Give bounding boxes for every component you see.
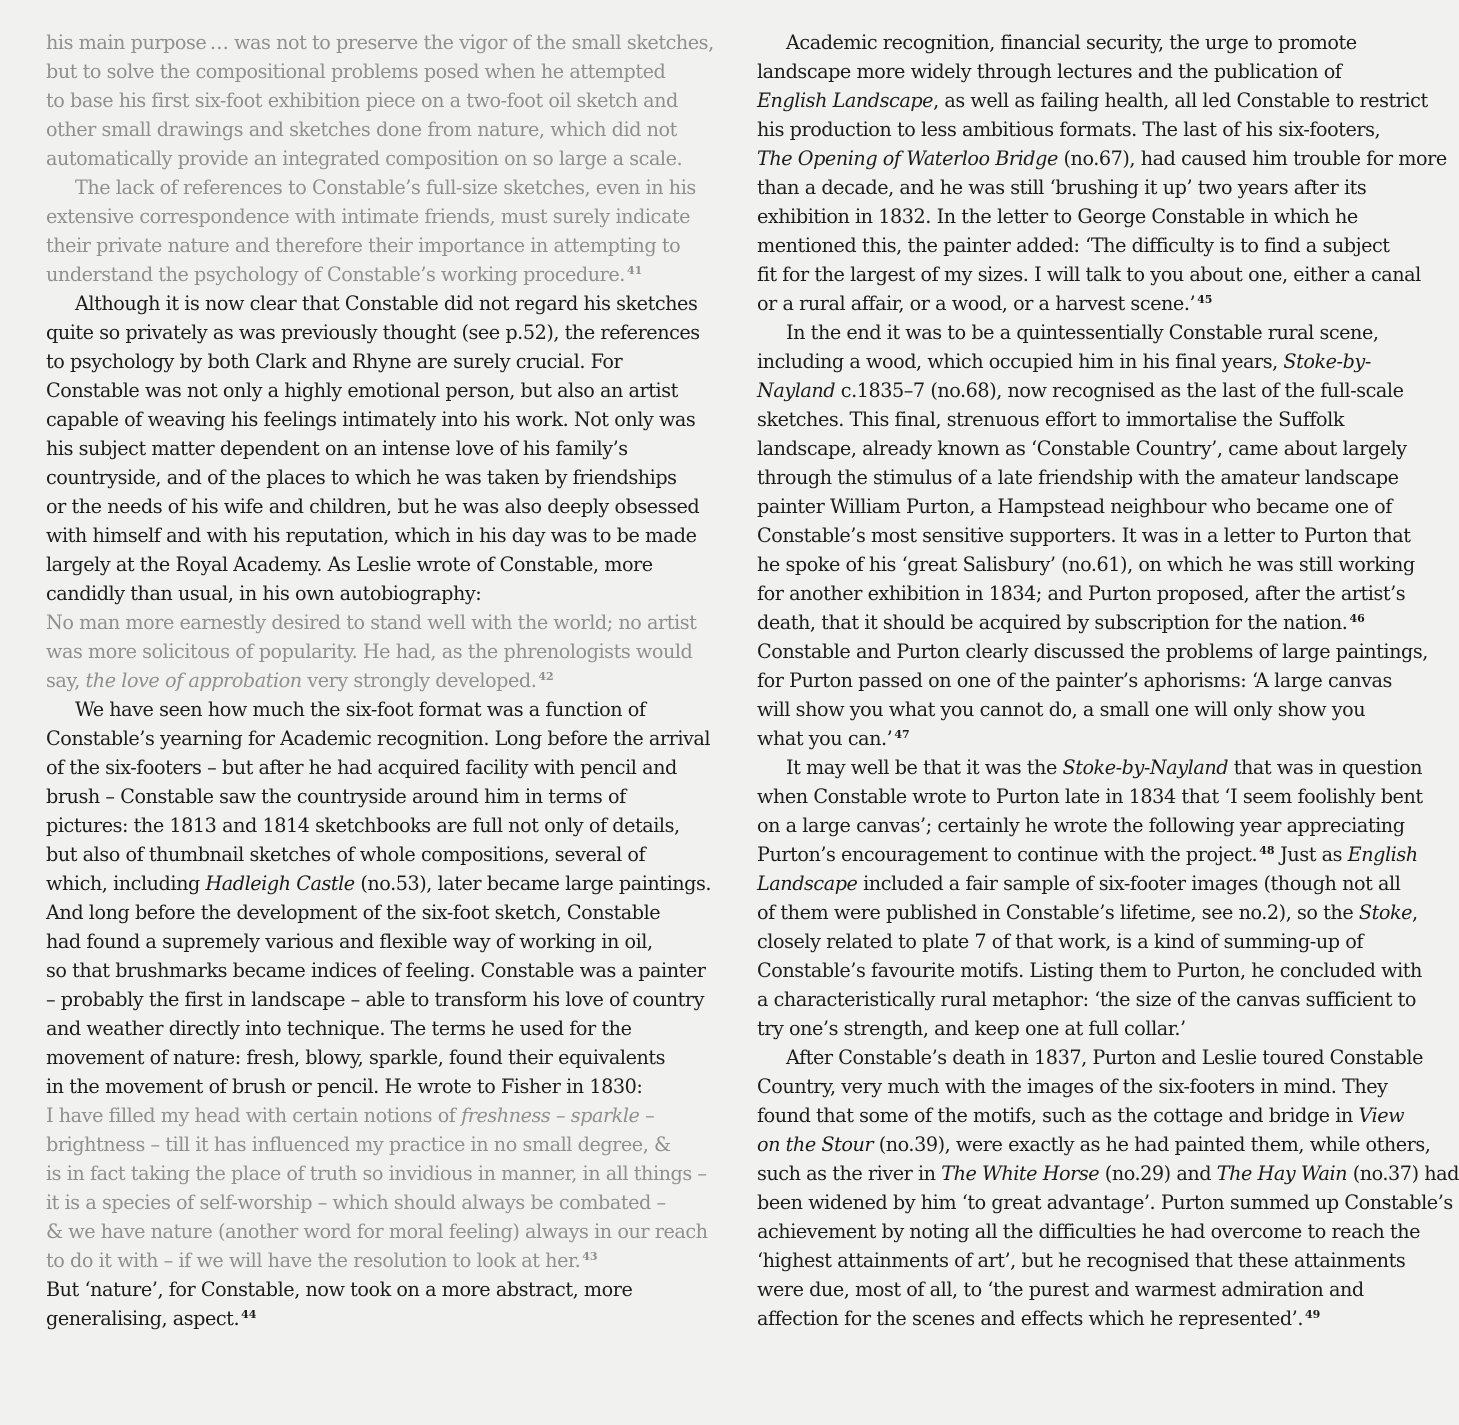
text-line	[757, 28, 1444, 57]
footnote-ref: 49	[1304, 1308, 1321, 1321]
text-segment: Just as	[1274, 843, 1348, 866]
text-segment: through the stimulus of a late friendship with the amateur landscape	[757, 466, 1399, 489]
text-line	[757, 521, 1444, 550]
text-line	[757, 231, 1444, 260]
text-segment: what you can.’	[757, 727, 893, 750]
quoted-text-line	[46, 115, 726, 144]
text-line	[46, 782, 726, 811]
text-segment: mentioned this, the painter added: ‘The difficulty is to find a subject	[757, 234, 1390, 257]
text-line	[757, 1130, 1444, 1159]
quoted-text-line	[46, 1188, 726, 1217]
text-segment: closely related to plate 7 of that work, is a kind of summing-up of	[757, 930, 1363, 953]
text-line	[46, 318, 726, 347]
text-segment: generalising, aspect.	[46, 1307, 240, 1330]
text-segment: his main purpose … was not to preserve the vigor of the small sketches,	[46, 31, 714, 54]
text-line	[46, 840, 726, 869]
text-line	[757, 724, 1444, 753]
text-segment: were due, most of all, to ‘the purest and warmest admiration and	[757, 1278, 1364, 1301]
text-segment: –	[639, 1104, 655, 1127]
text-segment: brightness – till it has influenced my practice in no small degree, &	[46, 1133, 671, 1156]
text-line	[757, 1246, 1444, 1275]
text-segment: It may well be that it was the	[786, 756, 1063, 779]
text-line	[46, 492, 726, 521]
quoted-text-line	[46, 1130, 726, 1159]
text-line	[46, 695, 726, 724]
quoted-text-line	[46, 608, 726, 637]
text-segment: is in fact taking the place of truth so invidious in manner, in all things –	[46, 1162, 707, 1185]
italic-title: Stoke-by-	[1283, 350, 1371, 373]
italic-title: Stoke	[1358, 901, 1413, 924]
text-segment: But ‘nature’, for Constable, now took on a more abstract, more	[46, 1278, 633, 1301]
text-segment: Constable’s yearning for Academic recognition. Long before the arrival	[46, 727, 711, 750]
text-segment: Constable and Purton clearly discussed the problems of large paintings,	[757, 640, 1428, 663]
text-segment: which, including	[46, 872, 206, 895]
text-line	[757, 956, 1444, 985]
text-segment: quite so privately as was previously thought (see p.52), the references	[46, 321, 700, 344]
text-segment: exhibition in 1832. In the letter to George Constable in which he	[757, 205, 1358, 228]
text-segment: his subject matter dependent on an intense love of his family’s	[46, 437, 628, 460]
right-text-column	[757, 28, 1459, 1333]
text-line	[757, 260, 1444, 289]
text-segment: been widened by him ‘to great advantage’. Purton summed up Constable’s	[757, 1191, 1453, 1214]
footnote-ref: 41	[626, 264, 643, 277]
text-segment: when Constable wrote to Purton late in 1834 that ‘I seem foolishly bent	[757, 785, 1423, 808]
text-segment: ,	[1412, 901, 1418, 924]
text-line	[757, 173, 1444, 202]
quoted-text-line	[46, 1159, 726, 1188]
text-line	[46, 376, 726, 405]
text-line	[46, 579, 726, 608]
italic-title: English Landscape	[757, 89, 934, 112]
text-line	[757, 86, 1444, 115]
text-line	[757, 666, 1444, 695]
text-segment: of the six-footers – but after he had acquired facility with pencil and	[46, 756, 677, 779]
text-segment: but to solve the compositional problems posed when he attempted	[46, 60, 666, 83]
text-segment: but also of thumbnail sketches of whole compositions, several of	[46, 843, 646, 866]
text-line	[757, 782, 1444, 811]
text-line	[46, 1072, 726, 1101]
text-segment: his production to less ambitious formats. The last of his six-footers,	[757, 118, 1381, 141]
text-segment: affection for the scenes and effects which he represented’.	[757, 1307, 1303, 1330]
italic-title: the love of approbation	[85, 669, 302, 692]
italic-title: Hadleigh Castle	[205, 872, 355, 895]
footnote-ref: 45	[1197, 293, 1213, 306]
text-line	[757, 695, 1444, 724]
quoted-text-line	[46, 57, 726, 86]
text-segment: I have filled my head with certain notions of	[46, 1104, 462, 1127]
text-segment: for Purton passed on one of the painter’s aphorisms: ‘A large canvas	[757, 669, 1392, 692]
quoted-text-line	[46, 1246, 726, 1275]
quoted-text-line	[46, 231, 726, 260]
text-segment: (no.37) had	[1347, 1162, 1459, 1185]
text-segment: their private nature and therefore their importance in attempting to	[46, 234, 681, 257]
text-segment: included a fair sample of six-footer images (though not all	[857, 872, 1401, 895]
italic-title: The Opening of Waterloo Bridge	[757, 147, 1058, 170]
text-segment: And long before the development of the six-foot sketch, Constable	[46, 901, 661, 924]
text-segment: a characteristically rural metaphor: ‘the size of the canvas sufficient to	[757, 988, 1417, 1011]
quoted-text-line	[46, 260, 726, 289]
quoted-text-line	[46, 1101, 726, 1130]
text-segment: movement of nature: fresh, blowy, sparkle, found their equivalents	[46, 1046, 666, 1069]
text-segment: We have seen how much the six-foot format was a function of	[75, 698, 646, 721]
text-segment: (no.39), were exactly as he had painted them, while others,	[873, 1133, 1431, 1156]
quoted-text-line	[46, 173, 726, 202]
footnote-ref: 43	[582, 1250, 598, 1263]
italic-title: freshness – sparkle	[461, 1104, 640, 1127]
text-segment: Constable was not only a highly emotional person, but also an artist	[46, 379, 678, 402]
text-segment: No man more earnestly desired to stand well with the world; no artist	[46, 611, 697, 634]
text-line	[757, 840, 1444, 869]
text-line	[757, 492, 1444, 521]
text-segment: largely at the Royal Academy. As Leslie wrote of Constable, more	[46, 553, 653, 576]
text-segment: achievement by noting all the difficulties he had overcome to reach the	[757, 1220, 1421, 1243]
text-line	[757, 57, 1444, 86]
text-segment: Country, very much with the images of the six-footers in mind. They	[757, 1075, 1388, 1098]
quoted-text-line	[46, 1217, 726, 1246]
text-segment: Although it is now clear that Constable did not regard his sketches	[75, 292, 698, 315]
text-line	[46, 869, 726, 898]
text-segment: After Constable’s death in 1837, Purton and Leslie toured Constable	[786, 1046, 1423, 1069]
text-segment: will show you what you cannot do, a small one will only show you	[757, 698, 1366, 721]
text-line	[757, 1072, 1444, 1101]
text-line	[46, 898, 726, 927]
text-line	[46, 1014, 726, 1043]
text-line	[757, 927, 1444, 956]
text-line	[757, 1101, 1444, 1130]
quoted-text-line	[46, 202, 726, 231]
text-segment: other small drawings and sketches done from nature, which did not	[46, 118, 677, 141]
text-segment: very strongly developed.	[301, 669, 537, 692]
text-segment: he spoke of his ‘great Salisbury’ (no.61), on which he was still working	[757, 553, 1415, 576]
text-line	[757, 202, 1444, 231]
left-text-column	[46, 28, 726, 1333]
text-segment: ‘highest attainments of art’, but he recognised that these attainments	[757, 1249, 1406, 1272]
text-segment: in the movement of brush or pencil. He wrote to Fisher in 1830:	[46, 1075, 643, 1098]
footnote-ref: 47	[894, 728, 910, 741]
italic-title: Landscape	[757, 872, 858, 895]
text-segment: c.1835–7 (no.68), now recognised as the last of the full-scale	[835, 379, 1404, 402]
text-line	[757, 376, 1444, 405]
text-segment: Constable’s most sensitive supporters. It was in a letter to Purton that	[757, 524, 1411, 547]
text-line	[46, 463, 726, 492]
text-segment: fit for the largest of my sizes. I will talk to you about one, either a canal	[757, 263, 1421, 286]
text-segment: Academic recognition, financial security, the urge to promote	[786, 31, 1357, 54]
text-segment: countryside, and of the places to which he was taken by friendships	[46, 466, 677, 489]
text-line	[757, 637, 1444, 666]
text-line	[757, 869, 1444, 898]
italic-title: on the Stour	[757, 1133, 874, 1156]
text-line	[46, 927, 726, 956]
text-segment: (no.67), had caused him trouble for more	[1057, 147, 1447, 170]
quoted-text-line	[46, 637, 726, 666]
text-line	[46, 1304, 726, 1333]
text-segment: to do it with – if we will have the resolution to look at her.	[46, 1249, 581, 1272]
text-line	[46, 956, 726, 985]
text-line	[46, 724, 726, 753]
text-line	[46, 1043, 726, 1072]
text-segment: was more solicitous of popularity. He had, as the phrenologists would	[46, 640, 693, 663]
italic-title: The Hay Wain	[1216, 1162, 1348, 1185]
quoted-text-line	[46, 28, 726, 57]
footnote-ref: 42	[538, 670, 554, 683]
text-line	[757, 434, 1444, 463]
text-line	[46, 753, 726, 782]
text-segment: to base his first six-foot exhibition piece on a two-foot oil sketch and	[46, 89, 678, 112]
text-segment: including a wood, which occupied him in his final years,	[757, 350, 1284, 373]
text-line	[757, 1014, 1444, 1043]
text-line	[757, 1188, 1453, 1217]
text-line	[757, 811, 1444, 840]
italic-title: Stoke-by-Nayland	[1062, 756, 1229, 779]
footnote-ref: 48	[1259, 844, 1275, 857]
text-segment: The lack of references to Constable’s full-size sketches, even in his	[75, 176, 696, 199]
text-line	[757, 405, 1444, 434]
text-line	[46, 521, 726, 550]
text-segment: candidly than usual, in his own autobiography:	[46, 582, 482, 605]
text-line	[757, 1043, 1444, 1072]
text-segment: (no.29) and	[1099, 1162, 1217, 1185]
text-segment: , as well as failing health, all led Constable to restrict	[933, 89, 1428, 112]
italic-title: View	[1358, 1104, 1405, 1127]
text-segment: & we have nature (another word for moral feeling) always in our reach	[46, 1220, 708, 1243]
text-segment: and weather directly into technique. The terms he used for the	[46, 1017, 632, 1040]
text-segment: painter William Purton, a Hampstead neighbour who became one of	[757, 495, 1392, 518]
text-line	[46, 347, 726, 376]
text-line	[46, 550, 726, 579]
text-line	[757, 115, 1444, 144]
text-segment: or the needs of his wife and children, but he was also deeply obsessed	[46, 495, 700, 518]
text-line	[757, 1159, 1459, 1188]
text-line	[757, 1304, 1444, 1333]
text-segment: on a large canvas’; certainly he wrote the following year appreciating	[757, 814, 1405, 837]
text-line	[757, 347, 1444, 376]
text-segment: landscape, already known as ‘Constable Country’, came about largely	[757, 437, 1407, 460]
text-segment: sketches. This final, strenuous effort to immortalise the Suffolk	[757, 408, 1345, 431]
text-segment: had found a supremely various and flexible way of working in oil,	[46, 930, 653, 953]
footnote-ref: 44	[241, 1308, 257, 1321]
text-segment: automatically provide an integrated composition on so large a scale.	[46, 147, 683, 170]
italic-title: Nayland	[757, 379, 836, 402]
text-line	[46, 434, 726, 463]
text-line	[757, 144, 1447, 173]
text-segment: – probably the first in landscape – able to transform his love of country	[46, 988, 705, 1011]
text-segment: extensive correspondence with intimate friends, must surely indicate	[46, 205, 691, 228]
quoted-text-line	[46, 666, 726, 695]
text-segment: found that some of the motifs, such as the cottage and bridge in	[757, 1104, 1359, 1127]
text-line	[46, 289, 726, 318]
quoted-text-line	[46, 144, 726, 173]
quoted-text-line	[46, 86, 726, 115]
text-line	[757, 579, 1444, 608]
text-segment: than a decade, and he was still ‘brushing it up’ two years after its	[757, 176, 1367, 199]
text-segment: for another exhibition in 1834; and Purton proposed, after the artist’s	[757, 582, 1406, 605]
text-segment: pictures: the 1813 and 1814 sketchbooks are full not only of details,	[46, 814, 680, 837]
text-segment: Constable’s favourite motifs. Listing them to Purton, he concluded with	[757, 959, 1422, 982]
text-segment: such as the river in	[757, 1162, 942, 1185]
text-segment: death, that it should be acquired by subscription for the nation.	[757, 611, 1348, 634]
text-line	[757, 463, 1444, 492]
text-segment: (no.53), later became large paintings.	[354, 872, 712, 895]
text-line	[757, 289, 1444, 318]
text-segment: brush – Constable saw the countryside around him in terms of	[46, 785, 626, 808]
text-segment: In the end it was to be a quintessentially Constable rural scene,	[786, 321, 1379, 344]
text-segment: landscape more widely through lectures and the publication of	[757, 60, 1342, 83]
text-segment: of them were published in Constable’s lifetime, see no.2), so the	[757, 901, 1359, 924]
text-line	[757, 1217, 1444, 1246]
text-segment: that was in question	[1228, 756, 1423, 779]
italic-title: English	[1347, 843, 1418, 866]
italic-title: The White Horse	[941, 1162, 1100, 1185]
text-line	[757, 550, 1444, 579]
text-line	[46, 811, 726, 840]
text-segment: Purton’s encouragement to continue with the project.	[757, 843, 1258, 866]
text-segment: with himself and with his reputation, which in his day was to be made	[46, 524, 697, 547]
text-line	[757, 1275, 1444, 1304]
text-line	[757, 753, 1444, 782]
text-line	[757, 985, 1444, 1014]
text-segment: or a rural affair, or a wood, or a harvest scene.’	[757, 292, 1196, 315]
text-segment: to psychology by both Clark and Rhyne are surely crucial. For	[46, 350, 623, 373]
text-line	[46, 1275, 726, 1304]
text-segment: try one’s strength, and keep one at full collar.’	[757, 1017, 1186, 1040]
text-line	[757, 898, 1444, 927]
text-segment: it is a species of self-worship – which should always be combated –	[46, 1191, 666, 1214]
text-segment: say,	[46, 669, 86, 692]
text-line	[757, 318, 1444, 347]
text-segment: understand the psychology of Constable’s working procedure.	[46, 263, 625, 286]
text-line	[46, 985, 726, 1014]
text-line	[46, 405, 726, 434]
text-segment: so that brushmarks became indices of feeling. Constable was a painter	[46, 959, 706, 982]
text-segment: capable of weaving his feelings intimately into his work. Not only was	[46, 408, 696, 431]
text-line	[757, 608, 1444, 637]
footnote-ref: 46	[1349, 612, 1365, 625]
